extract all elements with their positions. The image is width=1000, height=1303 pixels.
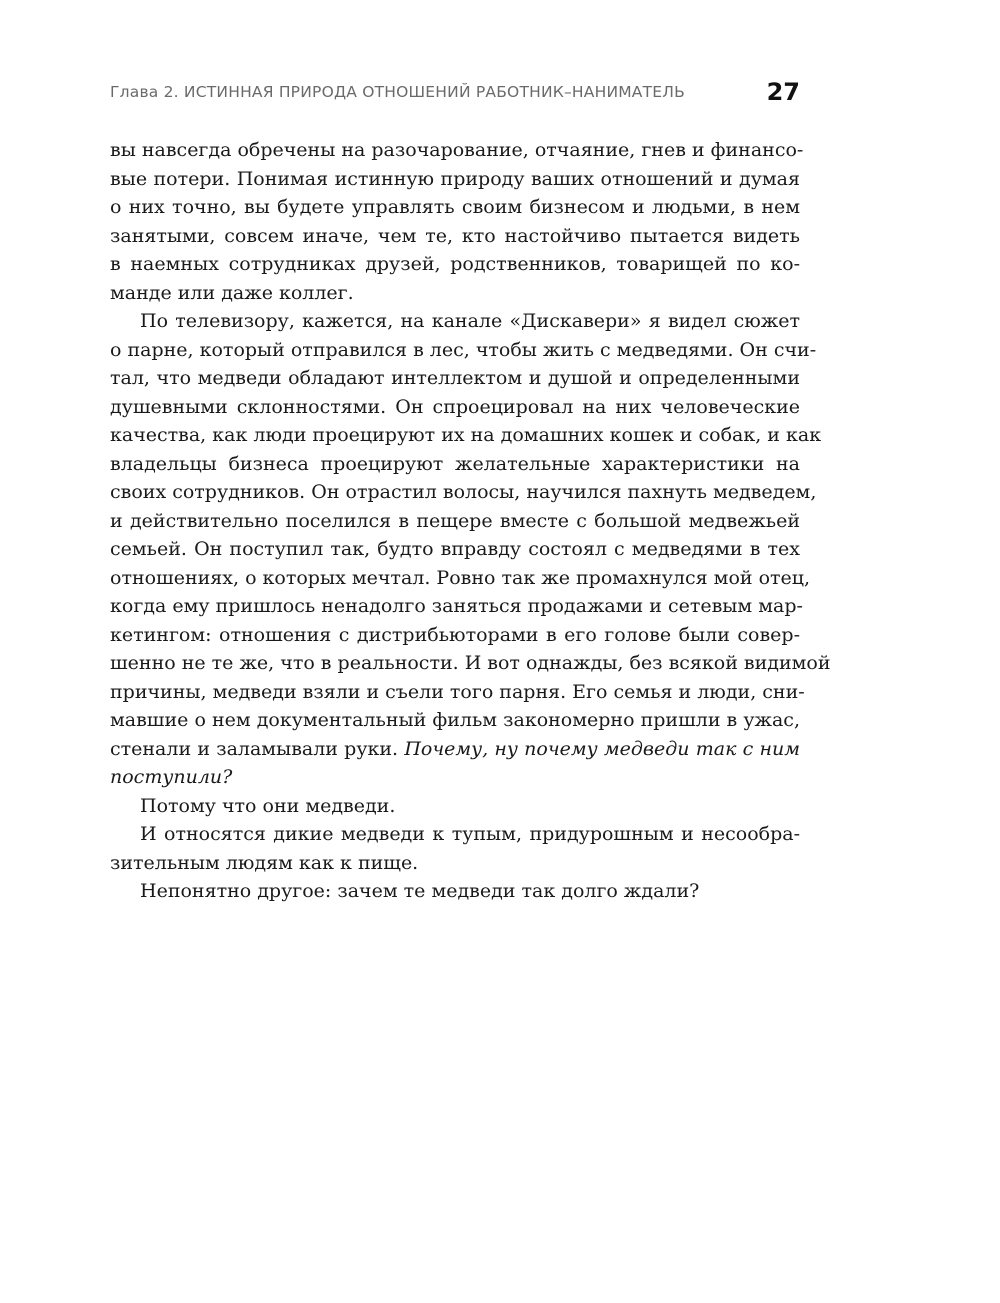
text-line: кетингом: отношения с дистрибьюторами в его голове были совер- [110, 623, 800, 646]
page-number: 27 [766, 78, 800, 106]
text-line: вы навсегда обречены на разочарование, отчаяние, гнев и финансо- [110, 139, 804, 161]
text-line: шенно не те же, что в реальности. И вот однажды, без всякой видимой [110, 652, 831, 674]
text-line: семьей. Он поступил так, будто вправду состоял с медведями в тех [110, 538, 800, 560]
text-line: душевными склонностями. Он спроецировал на них человеческие [110, 395, 800, 418]
text-line: своих сотрудников. Он отрастил волосы, научился пахнуть медведем, [110, 481, 817, 503]
text-line: И относятся дикие медведи к тупым, придурошным и несообра- [140, 823, 800, 845]
running-head: Глава 2. ИСТИННАЯ ПРИРОДА ОТНОШЕНИЙ РАБОТНИК–НАНИМАТЕЛЬ [110, 83, 685, 101]
text-line: качества, как люди проецируют их на домашних кошек и собак, и как [110, 424, 822, 446]
text-line: и действительно поселился в пещере вместе с большой медвежьей [110, 509, 800, 532]
italic-text: поступили? [110, 766, 233, 788]
text-line: причины, медведи взяли и съели того парня. Его семья и люди, сни- [110, 680, 805, 703]
text-line: По телевизору, кажется, на канале «Дискавери» я видел сюжет [140, 310, 800, 332]
text-line: Непонятно другое: зачем те медведи так долго ждали? [140, 880, 700, 902]
text-line: о парне, который отправился в лес, чтобы жить с медведями. Он счи- [110, 338, 817, 361]
text-line: в наемных сотрудниках друзей, родственников, товарищей по ко- [110, 253, 800, 275]
text-line: о них точно, вы будете управлять своим бизнесом и людьми, в нем [110, 196, 800, 218]
text-line: когда ему пришлось ненадолго заняться продажами и сетевым мар- [110, 595, 803, 617]
text-line: Потому что они медведи. [140, 794, 396, 817]
italic-text: Почему, ну почему медведи так с ним [404, 737, 800, 760]
text-line: зительным людям как к пище. [110, 851, 419, 874]
body-text [110, 136, 831, 906]
text-line: тал, что медведи обладают интеллектом и душой и определенными [110, 367, 800, 389]
text-line: занятыми, совсем иначе, чем те, кто настойчиво пытается видеть [110, 224, 800, 247]
text-line: мавшие о нем документальный фильм закономерно пришли в ужас, [110, 709, 800, 731]
text-line: манде или даже коллег. [110, 281, 354, 304]
text-line-mixed [110, 735, 800, 764]
text-span: стенали и заламывали руки. [110, 737, 405, 760]
text-line: владельцы бизнеса проецируют желательные характеристики на [110, 452, 800, 475]
text-line: отношениях, о которых мечтал. Ровно так же промахнулся мой отец, [110, 566, 811, 589]
text-line: вые потери. Понимая истинную природу ваших отношений и думая [110, 167, 800, 190]
